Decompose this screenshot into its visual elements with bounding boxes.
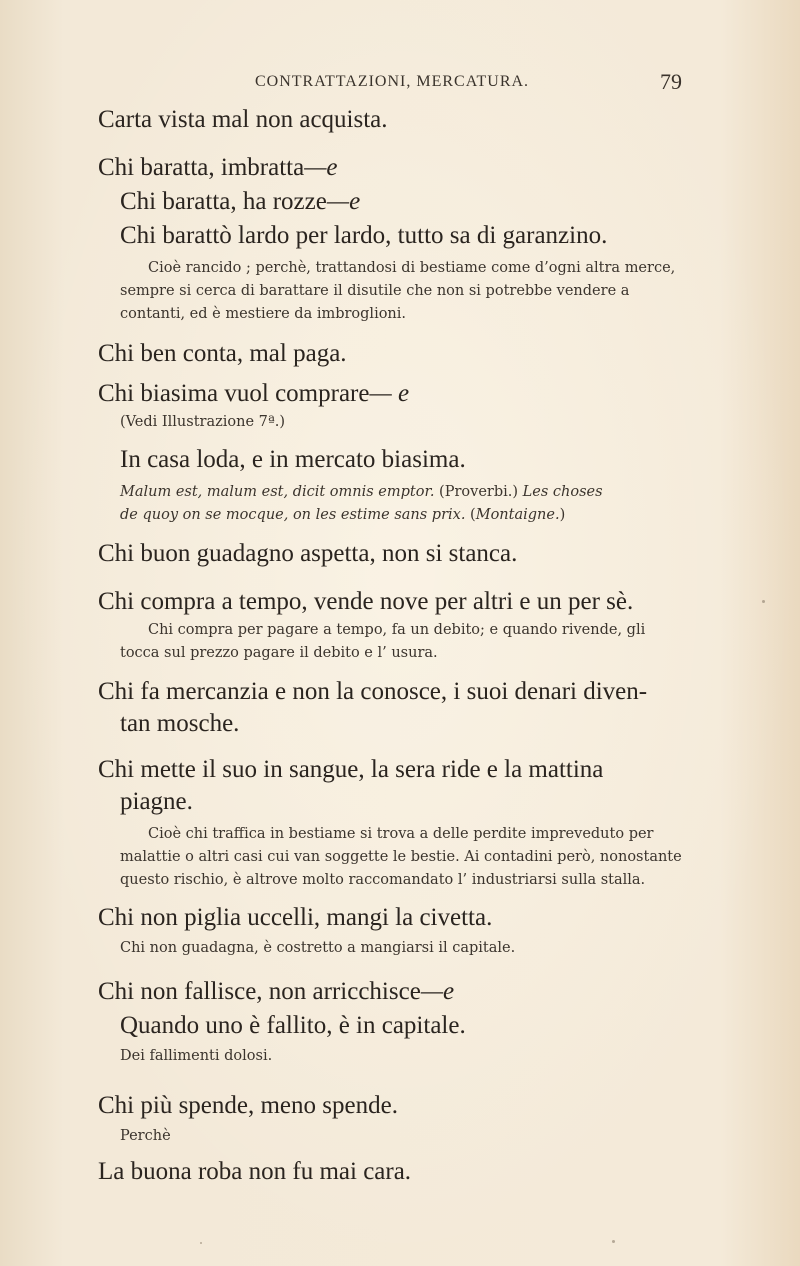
running-title: CONTRATTAZIONI, MERCATURA.: [255, 73, 530, 90]
note-line: Cioè chi traffica in bestiame si trova a delle perdite impreveduto per: [148, 826, 654, 842]
proverb-line: Chi baratta, ha rozze—e: [120, 188, 361, 215]
note-line: questo rischio, è altrove molto raccomandato l’ industriarsi sulla stalla.: [120, 872, 646, 888]
proverb-line: In casa loda, e in mercato biasima.: [120, 446, 466, 473]
proverb-line: Chi non piglia uccelli, mangi la civetta.: [98, 904, 493, 931]
proverb-line: Chi biasima vuol comprare— e: [98, 380, 410, 407]
note-line: sempre si cerca di barattare il disutile che non si potrebbe vendere a: [120, 283, 630, 299]
proverb-line: Chi più spende, meno spende.: [98, 1092, 398, 1119]
proverb-line: Chi baratta, imbratta—e: [98, 154, 338, 181]
note-line: Chi non guadagna, è costretto a mangiarsi il capitale.: [120, 940, 516, 956]
proverb-line: tan mosche.: [120, 710, 240, 737]
note-line: Malum est, malum est, dicit omnis emptor. (Proverbi.) Les choses: [120, 484, 603, 500]
proverb-line: Carta vista mal non acquista.: [98, 106, 388, 133]
note-line: (Vedi Illustrazione 7ª.): [120, 414, 286, 430]
note-line: Dei fallimenti dolosi.: [120, 1048, 273, 1064]
note-line: malattie o altri casi cui van soggette le bestie. Ai contadini però, nonostante: [120, 849, 682, 865]
proverb-line: Chi fa mercanzia e non la conosce, i suoi denari diven-: [98, 678, 648, 705]
note-line: Chi compra per pagare a tempo, fa un debito; e quando rivende, gli: [148, 622, 646, 638]
note-line: de quoy on se mocque, on les estime sans prix. (Montaigne.): [120, 507, 566, 523]
proverb-line: Chi non fallisce, non arricchisce—e: [98, 978, 455, 1005]
note-line: tocca sul prezzo pagare il debito e l’ usura.: [120, 645, 438, 661]
proverb-line: Chi ben conta, mal paga.: [98, 340, 347, 367]
ink-speck: [200, 1242, 202, 1244]
page-number: 79: [660, 69, 682, 94]
ink-speck: [612, 1240, 615, 1243]
proverb-line: Chi compra a tempo, vende nove per altri e un per sè.: [98, 588, 634, 615]
proverb-line: Chi buon guadagno aspetta, non si stanca.: [98, 540, 518, 567]
proverb-line: La buona roba non fu mai cara.: [98, 1158, 412, 1185]
proverb-line: Quando uno è fallito, è in capitale.: [120, 1012, 466, 1039]
proverb-line: Chi mette il suo in sangue, la sera ride e la mattina: [98, 756, 604, 783]
ink-speck: [762, 600, 765, 603]
note-line: Perchè: [120, 1128, 171, 1144]
note-line: contanti, ed è mestiere da imbroglioni.: [120, 306, 407, 322]
proverb-line: Chi barattò lardo per lardo, tutto sa di garanzino.: [120, 222, 608, 249]
note-line: Cioè rancido ; perchè, trattandosi di bestiame come d’ogni altra merce,: [148, 260, 676, 276]
proverb-line: piagne.: [120, 788, 193, 815]
